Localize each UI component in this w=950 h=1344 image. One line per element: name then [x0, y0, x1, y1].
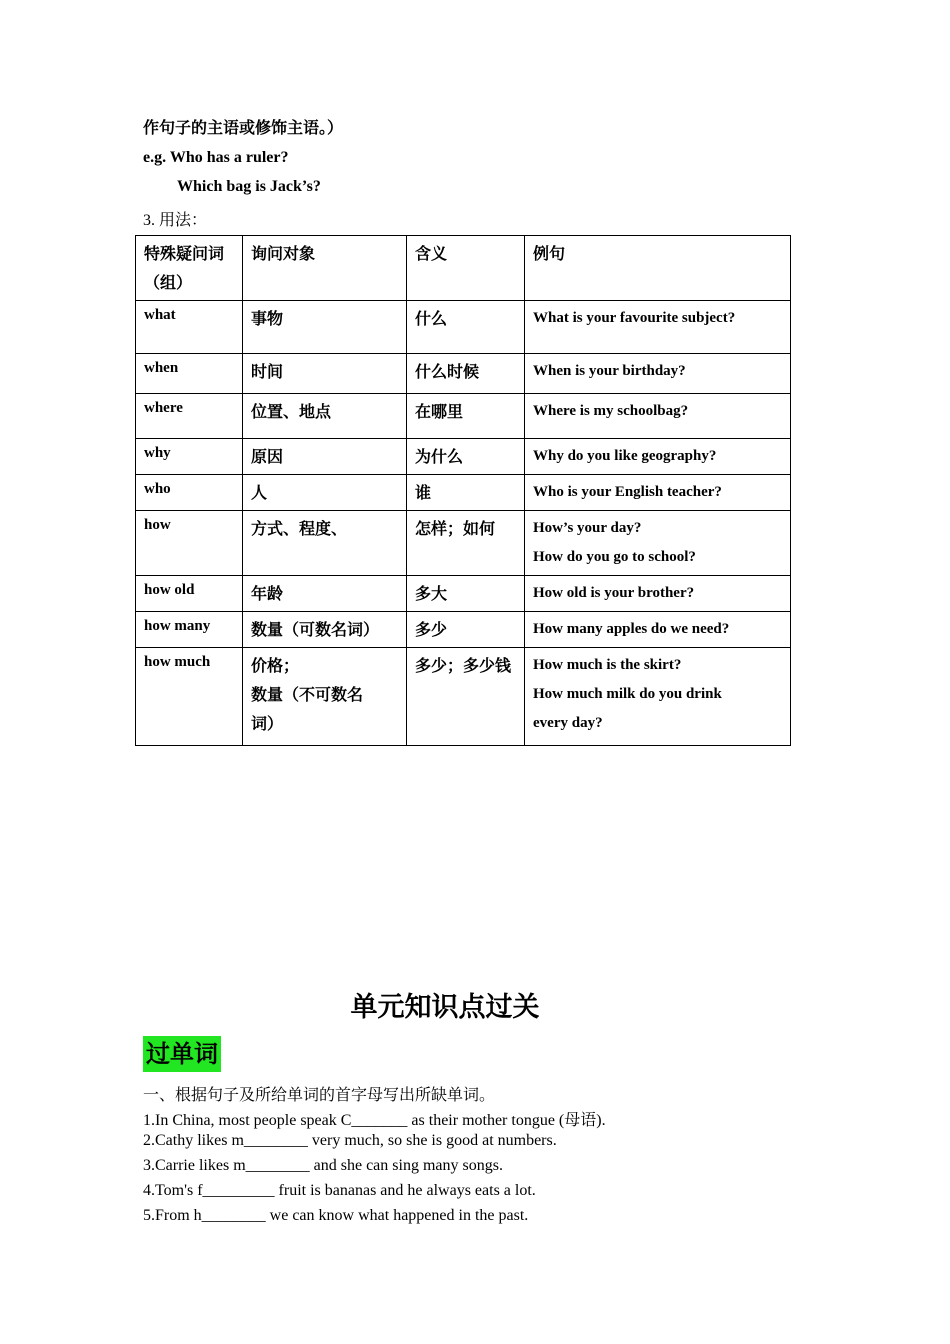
target-text: 人	[251, 483, 268, 502]
question-word: how much	[144, 654, 211, 670]
example-sentence: How many apples do we need?	[533, 621, 730, 637]
question-word: how	[144, 517, 171, 533]
question-word: why	[144, 445, 171, 461]
cell-meaning	[407, 394, 525, 439]
meaning-text: 怎样；如何	[415, 519, 496, 538]
exercise-item: 5.From h________ we can know what happened in the past.	[143, 1207, 529, 1224]
cell-meaning	[407, 648, 525, 746]
header-word-line: （组）	[144, 273, 193, 292]
cell-meaning	[407, 439, 525, 475]
cell-meaning	[407, 475, 525, 511]
header-example	[525, 236, 791, 301]
target-text: 位置、地点	[251, 402, 332, 421]
table-header-row	[136, 236, 791, 301]
question-word: when	[144, 360, 179, 376]
table-row	[136, 475, 791, 511]
cell-target	[243, 648, 407, 746]
cell-target	[243, 354, 407, 394]
example-sentence: Who is your English teacher?	[533, 484, 722, 500]
cell-target	[243, 475, 407, 511]
meaning-text: 什么时候	[415, 362, 480, 381]
section-title: 单元知识点过关	[350, 992, 540, 1023]
cell-example	[525, 439, 791, 475]
question-word: who	[144, 481, 171, 497]
exercise-item: 3.Carrie likes m________ and she can sing many songs.	[143, 1157, 503, 1174]
cell-target	[243, 301, 407, 354]
example-sentence: How much is the skirt?	[533, 657, 682, 673]
example-sentence: What is your favourite subject?	[533, 310, 736, 326]
vocab-badge: 过单词	[143, 1036, 221, 1072]
cell-example	[525, 354, 791, 394]
cell-meaning	[407, 354, 525, 394]
table-row	[136, 394, 791, 439]
example-sentence: How do you go to school?	[533, 549, 696, 565]
cell-word	[136, 511, 243, 576]
exercise-item: 1.In China, most people speak C_______ as their mother tongue (母语).	[143, 1112, 606, 1129]
cell-word	[136, 354, 243, 394]
meaning-text: 在哪里	[415, 402, 464, 421]
example-sentence: How’s your day?	[533, 520, 642, 536]
example-sentence: every day?	[533, 715, 603, 731]
meaning-text: 什么	[415, 309, 448, 328]
meaning-text: 多大	[415, 584, 448, 603]
cell-word	[136, 301, 243, 354]
cell-word	[136, 475, 243, 511]
cell-example	[525, 648, 791, 746]
cell-example	[525, 475, 791, 511]
question-word: how many	[144, 618, 211, 634]
target-text: 词）	[251, 714, 284, 733]
exercise-item: 2.Cathy likes m________ very much, so she is good at numbers.	[143, 1132, 557, 1149]
question-word-table	[135, 235, 791, 746]
cell-target	[243, 612, 407, 648]
exercise-instruction: 一、根据句子及所给单词的首字母写出所缺单词。	[143, 1085, 496, 1104]
header-example-text: 例句	[533, 244, 566, 263]
meaning-text: 为什么	[415, 447, 464, 466]
cell-example	[525, 511, 791, 576]
header-word	[136, 236, 243, 301]
target-text: 原因	[251, 447, 284, 466]
example-which: Which bag is Jack’s?	[177, 178, 321, 195]
cell-example	[525, 394, 791, 439]
table-row	[136, 301, 791, 354]
table-row	[136, 511, 791, 576]
example-sentence: Why do you like geography?	[533, 448, 717, 464]
meaning-text: 多少	[415, 620, 448, 639]
question-word: what	[144, 307, 176, 323]
cell-word	[136, 576, 243, 612]
header-meaning-text: 含义	[415, 244, 448, 263]
table-row	[136, 612, 791, 648]
intro-line: 作句子的主语或修饰主语。）	[143, 118, 344, 137]
usage-heading: 3. 用法：	[143, 212, 208, 229]
cell-target	[243, 511, 407, 576]
cell-word	[136, 612, 243, 648]
example-who: e.g. Who has a ruler?	[143, 149, 289, 166]
example-sentence: How much milk do you drink	[533, 686, 722, 702]
header-meaning	[407, 236, 525, 301]
target-text: 价格；	[251, 656, 300, 675]
target-text: 时间	[251, 362, 284, 381]
exercise-item: 4.Tom's f_________ fruit is bananas and he always eats a lot.	[143, 1182, 536, 1199]
cell-meaning	[407, 511, 525, 576]
cell-target	[243, 394, 407, 439]
target-text: 数量（不可数名	[251, 685, 364, 704]
cell-meaning	[407, 576, 525, 612]
cell-example	[525, 301, 791, 354]
meaning-text: 谁	[415, 483, 432, 502]
table-row	[136, 648, 791, 746]
meaning-text: 多少；多少钱	[415, 656, 512, 675]
target-text: 数量（可数名词）	[251, 620, 380, 639]
cell-example	[525, 612, 791, 648]
example-sentence: When is your birthday?	[533, 363, 686, 379]
cell-meaning	[407, 301, 525, 354]
target-text: 事物	[251, 309, 284, 328]
header-target	[243, 236, 407, 301]
cell-word	[136, 439, 243, 475]
target-text: 年龄	[251, 584, 284, 603]
question-word: where	[144, 400, 183, 416]
header-target-text: 询问对象	[251, 244, 316, 263]
example-sentence: How old is your brother?	[533, 585, 695, 601]
table-row	[136, 439, 791, 475]
cell-example	[525, 576, 791, 612]
example-sentence: Where is my schoolbag?	[533, 403, 689, 419]
table-row	[136, 576, 791, 612]
cell-target	[243, 576, 407, 612]
question-word: how old	[144, 582, 195, 598]
cell-word	[136, 394, 243, 439]
cell-target	[243, 439, 407, 475]
table-row	[136, 354, 791, 394]
target-text: 方式、程度、	[251, 519, 348, 538]
header-word-line: 特殊疑问词	[144, 244, 225, 263]
cell-meaning	[407, 612, 525, 648]
cell-word	[136, 648, 243, 746]
